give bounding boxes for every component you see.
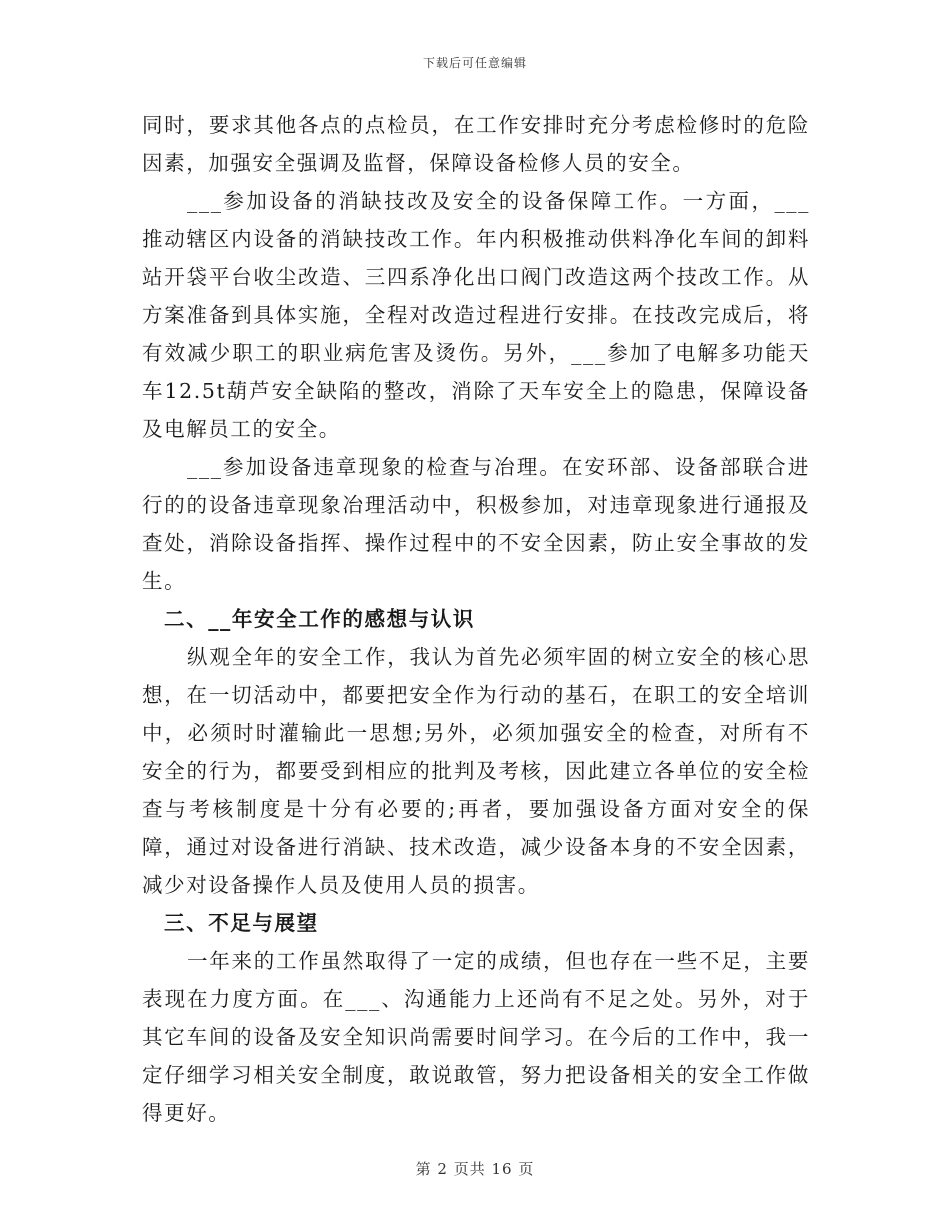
section-heading-outlook: 三、不足与展望 [164, 911, 319, 935]
section-heading-reflections: 二、__年安全工作的感想与认识 [164, 607, 475, 631]
document-body [142, 106, 810, 1132]
header-note: 下载后可任意编辑 [422, 56, 527, 70]
paragraph-outlook: 一年来的工作虽然取得了一定的成绩，但也存在一些不足，主要表现在力度方面。在___、沟通能力上还尚有不足之处。另外，对于其它车间的设备及安全知识尚需要时间学习。在今后的工作中，我一定仔细学习相关安全制度，敢说敢管，努力把设备相关的安全工作做得更好。 [142, 949, 810, 1125]
paragraph-violation-inspection: ___参加设备违章现象的检查与冶理。在安环部、设备部联合进行的的设备违章现象冶理活动中，积极参加，对违章现象进行通报及查处，消除设备指挥、操作过程中的不安全因素，防止安全事故的发生。 [142, 455, 810, 593]
paragraph-equipment-maintenance: ___参加设备的消缺技改及安全的设备保障工作。一方面，___推动辖区内设备的消缺技改工作。年内积极推动供料净化车间的卸料站开袋平台收尘改造、三四系净化出口阀门改造这两个技改工作。从方案准备到具体实施，全程对改造过程进行安排。在技改完成后，将有效减少职工的职业病危害及烫伤。另外，___参加了电解多功能天车12.5t葫芦安全缺陷的整改，消除了天车安全上的隐患，保障设备及电解员工的安全。 [142, 189, 810, 441]
page-number: 第 2 页共 16 页 [415, 1160, 535, 1178]
paragraph-reflections: 纵观全年的安全工作，我认为首先必须牢固的树立安全的核心思想，在一切活动中，都要把安全作为行动的基石，在职工的安全培训中，必须时时灌输此一思想;另外，必须加强安全的检查，对所有不安全的行为，都要受到相应的批判及考核，因此建立各单位的安全检查与考核制度是十分有必要的;再者，要加强设备方面对安全的保障，通过对设备进行消缺、技术改造，减少设备本身的不安全因素，减少对设备操作人员及使用人员的损害。 [142, 645, 810, 897]
paragraph-continuation: 同时，要求其他各点的点检员，在工作安排时充分考虑检修时的危险因素，加强安全强调及监督，保障设备检修人员的安全。 [142, 113, 810, 175]
